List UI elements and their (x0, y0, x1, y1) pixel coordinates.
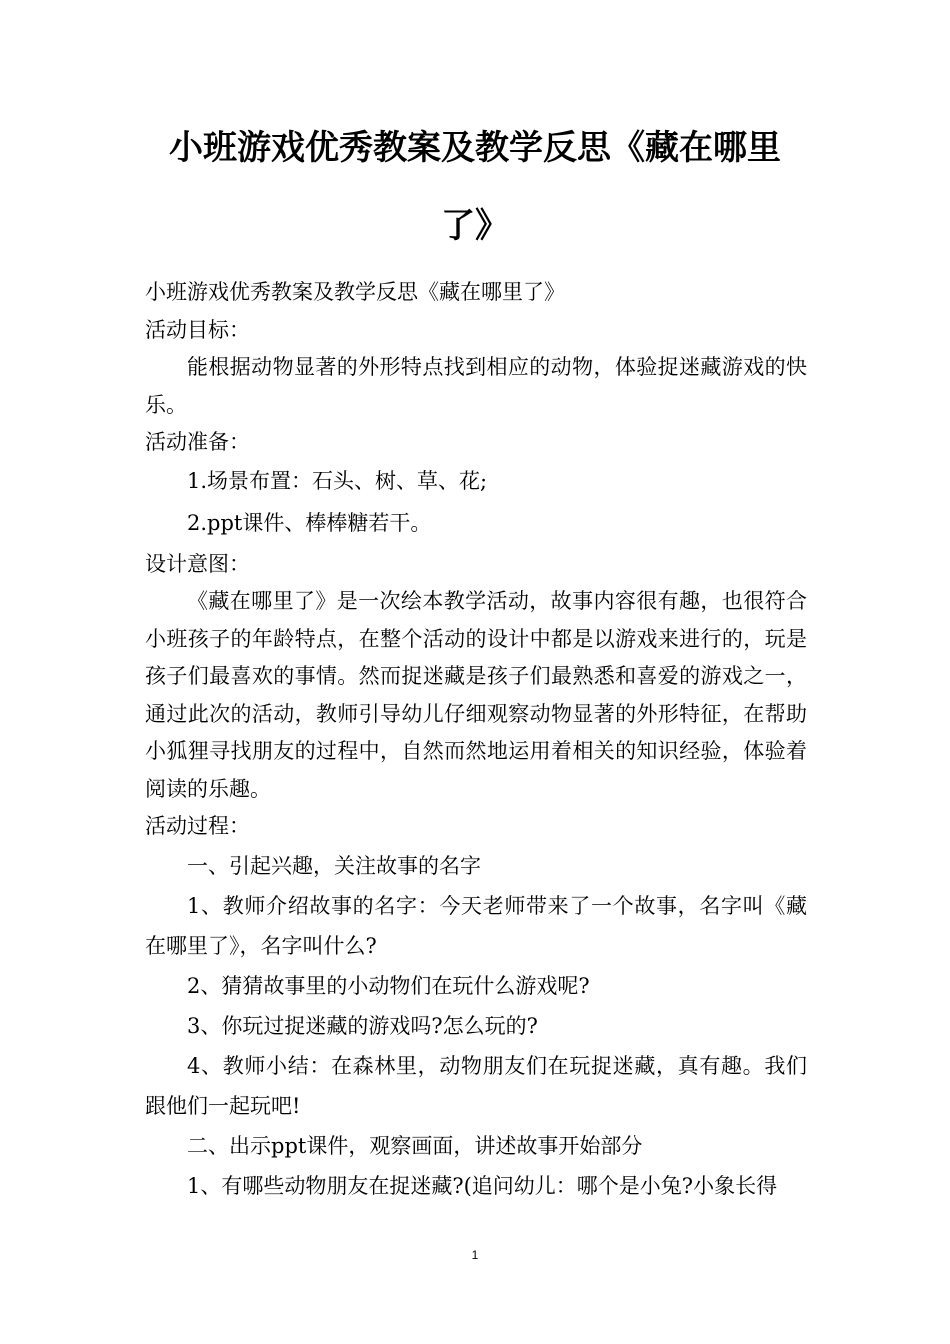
process-item: 二、出示ppt课件，观察画面，讲述故事开始部分 (187, 1133, 643, 1158)
subtitle: 小班游戏优秀教案及教学反思《藏在哪里了》 (145, 280, 565, 304)
process-item: 4、教师小结：在森林里，动物朋友们在玩捉迷藏，真有趣。我们跟他们一起玩吧! (145, 1053, 807, 1118)
document-body (145, 274, 807, 1206)
design-heading: 设计意图： (145, 551, 250, 576)
prep-heading: 活动准备： (145, 430, 250, 454)
process-heading: 活动过程： (145, 814, 250, 838)
process-item: 3、你玩过捉迷藏的游戏吗?怎么玩的? (187, 1013, 538, 1038)
process-item: 一、引起兴趣，关注故事的名字 (187, 853, 481, 878)
prep-item: 1.场景布置：石头、树、草、花; (187, 468, 488, 493)
process-item: 1、教师介绍故事的名字：今天老师带来了一个故事，名字叫《藏在哪里了》，名字叫什么? (145, 893, 807, 958)
prep-item: 2.ppt课件、棒棒糖若干。 (187, 510, 432, 535)
process-item: 1、有哪些动物朋友在捉迷藏?(追问幼儿：哪个是小兔?小象长得 (187, 1173, 778, 1198)
design-text: 《藏在哪里了》是一次绘本教学活动，故事内容很有趣，也很符合小班孩子的年龄特点，在整个活动的设计中都是以游戏来进行的，玩是孩子们最喜欢的事情。然而捉迷藏是孩子们最熟悉和喜爱的游戏之一，通过此次的活动，教师引导幼儿仔细观察动物显著的外形特征，在帮助小狐狸寻找朋友的过程中，自然而然地运用着相关的知识经验，体验着阅读的乐趣。 (145, 589, 807, 801)
title-line-1: 小班游戏优秀教案及教学反思《藏在哪里 (169, 128, 781, 168)
title-line-2: 了》 (441, 206, 509, 246)
process-item: 2、猜猜故事里的小动物们在玩什么游戏呢? (187, 973, 590, 998)
goal-heading: 活动目标： (145, 317, 250, 342)
page-number: 1 (471, 1248, 479, 1262)
goal-text: 能根据动物显著的外形特点找到相应的动物，体验捉迷藏游戏的快乐。 (145, 355, 807, 417)
